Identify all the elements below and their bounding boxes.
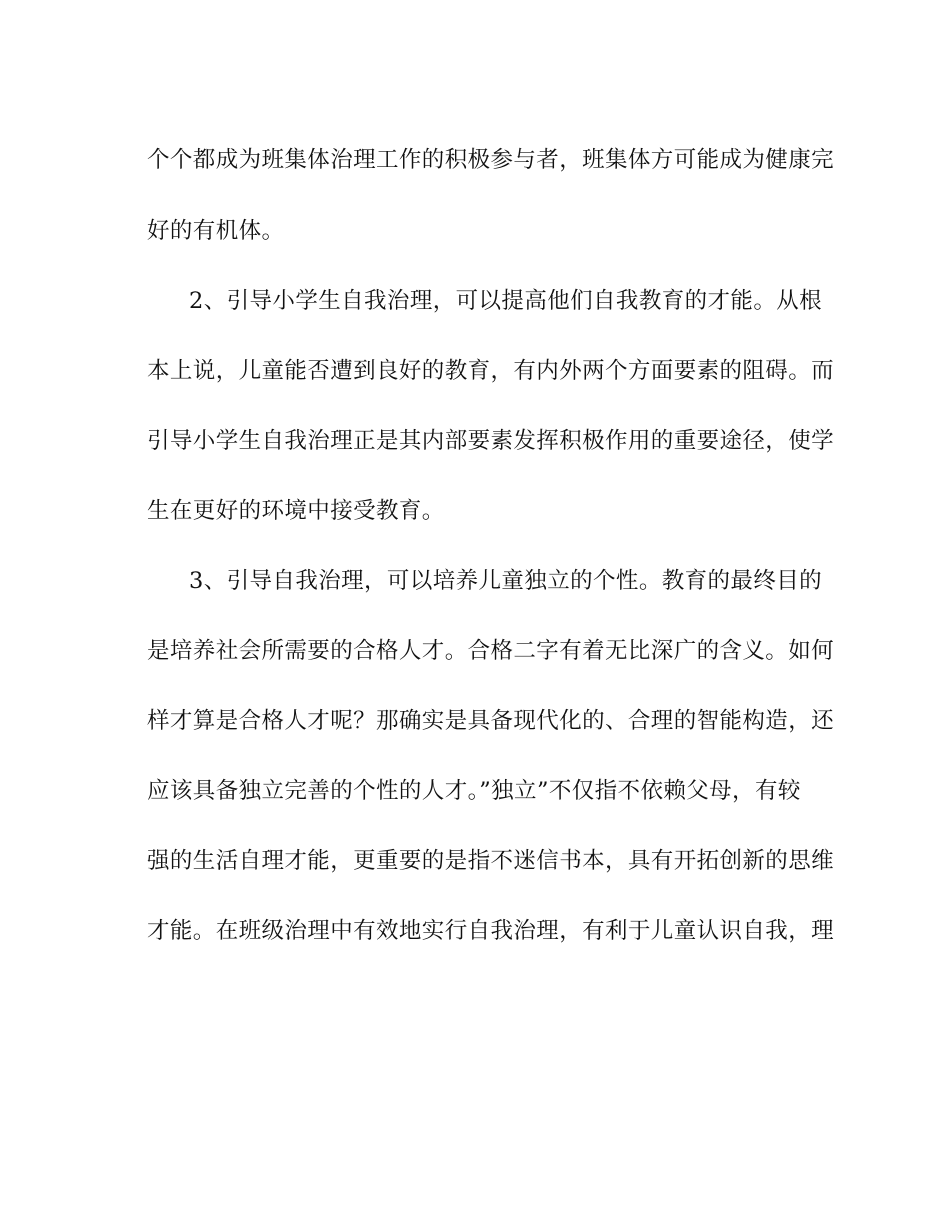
text-line: 是培养社会所需要的合格人才。合格二字有着无比深广的含义。如何 bbox=[147, 638, 835, 664]
text-line: 个个都成为班集体治理工作的积极参与者，班集体方可能成为健康完 bbox=[147, 147, 835, 173]
text-line: 引导小学生自我治理正是其内部要素发挥积极作用的重要途径，使学 bbox=[147, 428, 835, 454]
text-line: 本上说，儿童能否遭到良好的教育，有内外两个方面要素的阻碍。而 bbox=[147, 358, 835, 384]
text-line: 样才算是合格人才呢？那确实是具备现代化的、合理的智能构造，还 bbox=[147, 708, 835, 734]
paragraph-start-line: 2、引导小学生自我治理，可以提高他们自我教育的才能。从根 bbox=[189, 288, 823, 314]
text-line: 才能。在班级治理中有效地实行自我治理，有利于儿童认识自我，理 bbox=[147, 918, 835, 944]
text-line: 强的生活自理才能，更重要的是指不迷信书本，具有开拓创新的思维 bbox=[147, 848, 835, 874]
text-line: 应该具备独立完善的个性的人才。”独立”不仅指不依赖父母，有较 bbox=[147, 778, 801, 804]
text-line: 生在更好的环境中接受教育。 bbox=[147, 498, 445, 524]
text-line: 好的有机体。 bbox=[147, 218, 285, 244]
paragraph-start-line: 3、引导自我治理，可以培养儿童独立的个性。教育的最终目的 bbox=[189, 568, 823, 594]
